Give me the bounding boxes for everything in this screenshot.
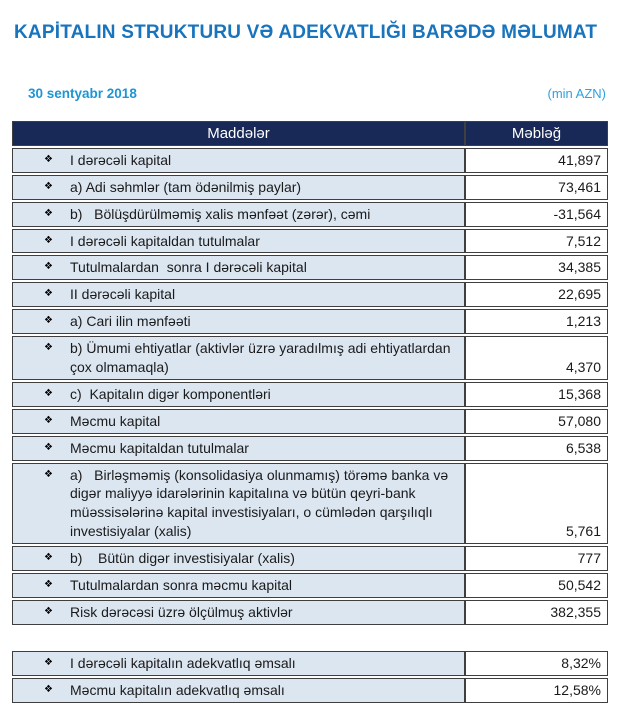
row-value: 22,695 <box>465 282 608 307</box>
table-row <box>12 600 608 625</box>
meta-row <box>12 86 608 101</box>
diamond-bullet-icon: ❖ <box>44 578 53 590</box>
row-label: a) Adi səhmlər (tam ödənilmiş paylar) <box>70 178 302 195</box>
table-row <box>12 148 608 173</box>
row-value: 7,512 <box>465 229 608 254</box>
diamond-bullet-icon: ❖ <box>44 552 53 564</box>
table-row <box>12 651 608 676</box>
row-value: 8,32% <box>465 651 608 676</box>
capital-table-body <box>12 148 608 625</box>
diamond-bullet-icon: ❖ <box>44 180 53 192</box>
table-header-row <box>12 121 608 146</box>
row-value: 12,58% <box>465 678 608 703</box>
diamond-bullet-icon: ❖ <box>44 153 53 165</box>
row-label: a) Birləşməmiş (konsolidasiya olunmamış) törəmə banka və digər maliyyə idarələrinin kapitalına və bütün qeyri-bank müəssisələrinə kapital investisiyaları, o cümlədən qarşılıqlı investisiyalar (xalis) <box>70 466 453 540</box>
row-label: a) Cari ilin mənfəəti <box>70 313 191 330</box>
page-title: KAPİTALIN STRUKTURU VƏ ADEKVATLIĞI BARƏDƏ MƏLUMAT <box>14 22 598 43</box>
row-value: 41,897 <box>465 148 608 173</box>
row-value: 777 <box>465 546 608 571</box>
row-label-cell <box>12 678 465 703</box>
row-label-cell <box>12 409 465 434</box>
row-label: b) Bölüşdürülməmiş xalis mənfəət (zərər), cəmi <box>70 205 371 222</box>
row-label-cell <box>12 148 465 173</box>
row-label: I dərəcəli kapital <box>70 151 172 168</box>
row-label: b) Ümumi ehtiyatlar (aktivlər üzrə yaradılmış adi ehtiyatlardan çox olmamaqla) <box>70 340 455 375</box>
table-row <box>12 409 608 434</box>
diamond-bullet-icon: ❖ <box>44 342 53 354</box>
row-label-cell <box>12 463 465 545</box>
diamond-bullet-icon: ❖ <box>44 683 53 695</box>
row-value: 73,461 <box>465 175 608 200</box>
row-label-cell <box>12 282 465 307</box>
table-row <box>12 282 608 307</box>
row-label-cell <box>12 336 465 380</box>
row-label-cell <box>12 309 465 334</box>
capital-structure-table <box>12 119 608 627</box>
table-row <box>12 678 608 703</box>
row-label: Tutulmalardan sonra məcmu kapital <box>70 576 293 593</box>
row-label-cell <box>12 436 465 461</box>
row-label: Məcmu kapitalın adekvatlıq əmsalı <box>70 681 285 698</box>
row-value: 34,385 <box>465 255 608 280</box>
row-label-cell <box>12 600 465 625</box>
row-value: 4,370 <box>465 336 608 380</box>
diamond-bullet-icon: ❖ <box>44 387 53 399</box>
diamond-bullet-icon: ❖ <box>44 234 53 246</box>
row-label: c) Kapitalın digər komponentləri <box>70 385 271 402</box>
diamond-bullet-icon: ❖ <box>44 468 53 480</box>
unit-label: (min AZN) <box>547 85 606 101</box>
ratio-table-body <box>12 651 608 703</box>
row-value: -31,564 <box>465 202 608 227</box>
row-value: 5,761 <box>465 463 608 545</box>
row-label: Tutulmalardan sonra I dərəcəli kapital <box>70 259 307 276</box>
row-label: b) Bütün digər investisiyalar (xalis) <box>70 550 295 567</box>
diamond-bullet-icon: ❖ <box>44 207 53 219</box>
table-row <box>12 309 608 334</box>
row-value: 1,213 <box>465 309 608 334</box>
row-label-cell <box>12 175 465 200</box>
row-value: 57,080 <box>465 409 608 434</box>
row-label: Məcmu kapitaldan tutulmalar <box>70 439 249 456</box>
adequacy-ratio-table <box>12 649 608 705</box>
row-label-cell <box>12 382 465 407</box>
diamond-bullet-icon: ❖ <box>44 656 53 668</box>
column-header-items: Maddələr <box>12 121 465 146</box>
row-label-cell <box>12 573 465 598</box>
table-row <box>12 436 608 461</box>
diamond-bullet-icon: ❖ <box>44 441 53 453</box>
table-row <box>12 546 608 571</box>
diamond-bullet-icon: ❖ <box>44 315 53 327</box>
table-row <box>12 382 608 407</box>
diamond-bullet-icon: ❖ <box>44 288 53 300</box>
column-header-amount: Məbləğ <box>465 121 608 146</box>
diamond-bullet-icon: ❖ <box>44 414 53 426</box>
diamond-bullet-icon: ❖ <box>44 605 53 617</box>
row-label: I dərəcəli kapitalın adekvatlıq əmsalı <box>70 654 296 671</box>
table-row <box>12 463 608 545</box>
row-label: Məcmu kapital <box>70 412 161 429</box>
table-row <box>12 336 608 380</box>
table-row <box>12 202 608 227</box>
row-label: Risk dərəcəsi üzrə ölçülmuş aktivlər <box>70 603 293 620</box>
row-label-cell <box>12 651 465 676</box>
report-date: 30 sentyabr 2018 <box>28 85 137 101</box>
row-label: II dərəcəli kapital <box>70 286 176 303</box>
row-value: 382,355 <box>465 600 608 625</box>
row-label-cell <box>12 202 465 227</box>
row-label-cell <box>12 255 465 280</box>
row-value: 50,542 <box>465 573 608 598</box>
table-row <box>12 573 608 598</box>
table-row <box>12 229 608 254</box>
row-value: 15,368 <box>465 382 608 407</box>
row-value: 6,538 <box>465 436 608 461</box>
row-label-cell <box>12 229 465 254</box>
diamond-bullet-icon: ❖ <box>44 261 53 273</box>
table-row <box>12 175 608 200</box>
row-label: I dərəcəli kapitaldan tutulmalar <box>70 232 260 249</box>
table-row <box>12 255 608 280</box>
row-label-cell <box>12 546 465 571</box>
